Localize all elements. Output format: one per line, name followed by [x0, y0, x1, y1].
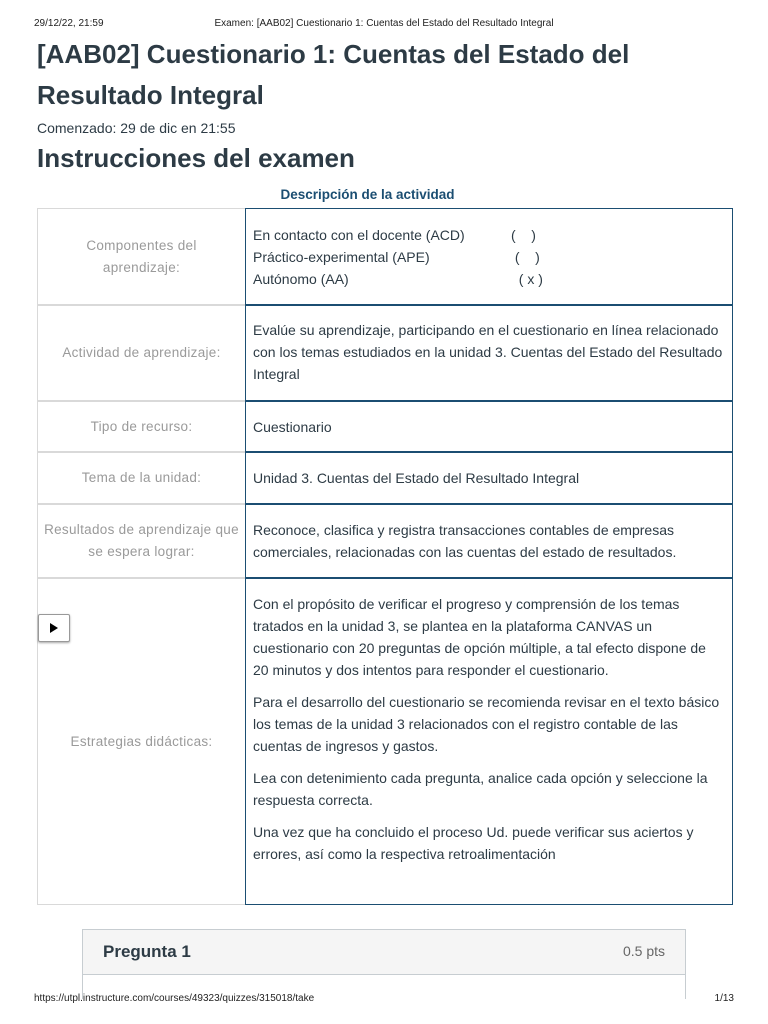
- activity-value: [245, 305, 733, 401]
- question-header: [83, 930, 685, 975]
- table-row-components: [37, 208, 733, 305]
- table-row-topic: [37, 452, 733, 504]
- print-header: [0, 0, 768, 34]
- play-button[interactable]: [38, 614, 70, 642]
- component-mark: ( ): [511, 249, 540, 265]
- play-icon: [49, 623, 59, 633]
- strategies-label: Estrategias didácticas:: [37, 578, 245, 905]
- component-item: [253, 246, 724, 268]
- component-item: [253, 224, 724, 246]
- resource-value: [245, 401, 733, 452]
- strategies-paragraph: Para el desarrollo del cuestionario se recomienda revisar en el texto básico los temas de la unidad 3 relacionados con el registro contable de las cuentas de ingresos y gastos.: [253, 694, 720, 754]
- table-row-results: [37, 504, 733, 578]
- component-name: Autónomo (AA): [253, 271, 349, 287]
- question-card: [82, 929, 686, 999]
- started-timestamp: Comenzado: 29 de dic en 21:55: [37, 120, 236, 136]
- topic-value: [245, 452, 733, 504]
- strategies-paragraph: Con el propósito de verificar el progreso y comprensión de los temas tratados en la unidad 3, se plantea en la plataforma CANVAS un cuestionario con 20 preguntas de opción múltiple, a tal efecto dispone de 20 minutos y dos intentos para responder el cuestionario.: [253, 596, 706, 678]
- strategies-value: [245, 578, 733, 905]
- question-name: Pregunta 1: [103, 942, 191, 961]
- component-mark: ( x ): [511, 271, 543, 287]
- component-name: En contacto con el docente (ACD): [253, 227, 465, 243]
- results-label: Resultados de aprendizaje que se espera lograr:: [37, 504, 245, 578]
- resource-label: Tipo de recurso:: [37, 401, 245, 452]
- topic-label: Tema de la unidad:: [37, 452, 245, 504]
- results-text: Reconoce, clasifica y registra transacciones contables de empresas comerciales, relacionadas con las cuentas del estado de resultados.: [253, 522, 677, 560]
- strategies-paragraph: Lea con detenimiento cada pregunta, analice cada opción y seleccione la respuesta correcta.: [253, 770, 708, 808]
- table-caption: Descripción de la actividad: [280, 187, 455, 202]
- table-row-strategies: [37, 578, 733, 905]
- instructions-title: Instrucciones del examen: [37, 143, 355, 173]
- question-points: 0.5 pts: [622, 943, 665, 959]
- components-value: [245, 208, 733, 305]
- table-row-resource: [37, 401, 733, 452]
- print-document-title: Examen: [AAB02] Cuestionario 1: Cuentas del Estado del Resultado Integral: [214, 18, 554, 29]
- components-label: Componentes del aprendizaje:: [37, 208, 245, 305]
- activity-text: Evalúe su aprendizaje, participando en el cuestionario en línea relacionado con los temas estudiados en la unidad 3. Cuentas del Estado del Resultado Integral: [253, 322, 723, 382]
- topic-text: Unidad 3. Cuentas del Estado del Resultado Integral: [253, 470, 580, 486]
- results-value: [245, 504, 733, 578]
- resource-text: Cuestionario: [253, 419, 332, 435]
- print-page-number: 1/13: [714, 993, 734, 1004]
- strategies-paragraph: Una vez que ha concluido el proceso Ud. puede verificar sus aciertos y errores, así como la respectiva retroalimentación: [253, 824, 694, 862]
- component-name: Práctico-experimental (APE): [253, 249, 430, 265]
- print-url: https://utpl.instructure.com/courses/49323/quizzes/315018/take: [34, 993, 315, 1004]
- activity-label: Actividad de aprendizaje:: [37, 305, 245, 401]
- table-row-activity: [37, 305, 733, 401]
- print-datetime: 29/12/22, 21:59: [34, 18, 104, 29]
- page-title: [AAB02] Cuestionario 1: Cuentas del Estado del Resultado Integral: [37, 39, 630, 110]
- component-item: [253, 268, 724, 290]
- component-mark: ( ): [511, 227, 536, 243]
